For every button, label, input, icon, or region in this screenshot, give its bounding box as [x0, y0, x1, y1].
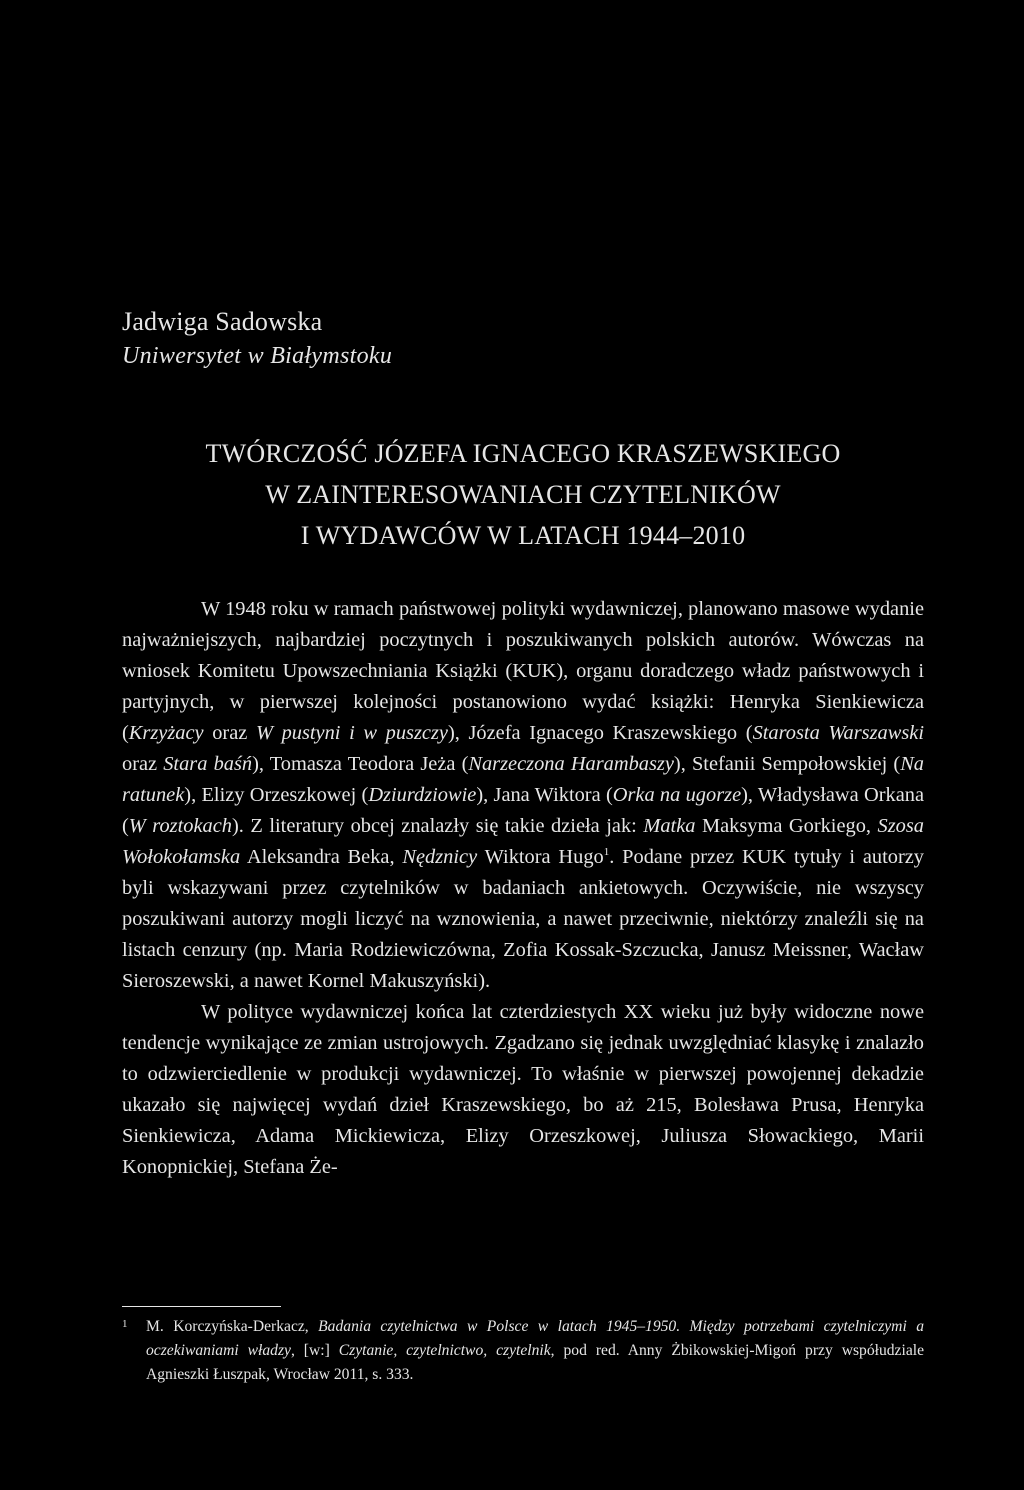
work-title: Starosta Warszawski	[752, 722, 924, 744]
text-run: Aleksandra Beka,	[240, 846, 403, 868]
text-run: , pod red. Anny Żbikowskiej-Migoń przy współudziale Agnieszki Łuszpak, Wrocław 2011, s. 333.	[146, 1342, 924, 1383]
cited-title: Badania czytelnictwa w Polsce w latach 1945–1950. Między potrzebami czytelniczymi a oczekiwaniami władzy	[146, 1318, 925, 1359]
cited-title: Czytanie, czytelnictwo, czytelnik	[338, 1342, 551, 1359]
text-run: M. Korczyńska-Derkacz,	[146, 1318, 319, 1335]
title-line-2: W ZAINTERESOWANIACH CZYTELNIKÓW	[265, 480, 781, 509]
work-title: Krzyżacy	[128, 722, 204, 744]
paper-page	[122, 0, 924, 1490]
work-title: Narzeczona Harambaszy	[468, 753, 674, 775]
work-title: Nędznicy	[402, 846, 478, 868]
work-title: Na ratunek	[122, 753, 924, 806]
work-title: W pustyni i w puszczy	[255, 722, 448, 744]
author-name: Jadwiga Sadowska	[122, 307, 323, 336]
work-title: Stara baśń	[163, 753, 253, 775]
footnote-separator	[122, 1306, 281, 1307]
footnote-number: 1	[122, 1318, 128, 1330]
text-run: oraz	[203, 722, 256, 744]
paragraph-2: W polityce wydawniczej końca lat czterdziestych XX wieku już były widoczne nowe tendencje wynikające ze zmian ustrojowych. Zgadzano się jednak uwzględniać klasykę i znalazło to odzwierciedlenie w produkcji wydawniczej. To właśnie w pierwszej powojennej dekadzie ukazało się najwięcej wydań dzieł Kraszewskiego, bo aż 215, Bolesława Prusa, Henryka Sienkiewicza, Adama Mickiewicza, Elizy Orzeszkowej, Juliusza Słowackiego, Marii Konopnickiej, Stefana Że-	[122, 1001, 924, 1178]
text-run: ), Tomasza Teodora Jeża (	[252, 753, 469, 775]
text-run: Wiktora Hugo	[477, 846, 604, 868]
article-body	[122, 594, 924, 1183]
author-affiliation: Uniwersytet w Białymstoku	[122, 343, 393, 369]
work-title: Dziurdziowie	[368, 784, 477, 806]
footnote-reference[interactable]: 1	[603, 846, 610, 859]
paragraph-1	[122, 594, 924, 997]
text-run: ), Władysława Orkana (	[122, 784, 925, 837]
text-run: ). Z literatury obcej znalazły się takie dzieła jak:	[231, 815, 644, 837]
text-run: ), Elizy Orzeszkowej (	[184, 784, 369, 806]
text-run: W 1948 roku w ramach państwowej polityki wydawniczej, planowano masowe wydanie najważniejszych, najbardziej poczytnych i poszukiwanych polskich autorów. Wówczas na wniosek Komitetu Upowszechniania Książki (KUK), organu doradczego władz państwowych i partyjnych, w pierwszej kolejności postanowiono wydać książki: Henryka Sienkiewicza (	[122, 598, 924, 744]
footnote-text	[122, 1315, 924, 1387]
text-run: . Podane przez KUK tytuły i autorzy byli wskazywani przez czytelników w badaniach ankietowych. Oczywiście, nie wszyscy poszukiwani autorzy mogli liczyć na wznowienia, a nawet przeciwnie, niektórzy znaleźli się na listach cenzury (np. Maria Rodziewiczówna, Zofia Kossak-Szczucka, Janusz Meissner, Wacław Sieroszewski, a nawet Kornel Makuszyński).	[122, 846, 925, 992]
text-run: oraz	[122, 753, 164, 775]
article-title	[122, 433, 924, 556]
work-title: Szosa Wołokołamska	[122, 815, 924, 868]
work-title: W roztokach	[128, 815, 232, 837]
title-line-1: TWÓRCZOŚĆ JÓZEFA IGNACEGO KRASZEWSKIEGO	[205, 439, 841, 468]
footnote-1	[122, 1315, 924, 1387]
work-title: Matka	[643, 815, 696, 837]
text-run: ), Jana Wiktora (	[476, 784, 613, 806]
text-run: , [w:]	[290, 1342, 339, 1359]
text-run: ), Józefa Ignacego Kraszewskiego (	[447, 722, 753, 744]
work-title: Orka na ugorze	[612, 784, 742, 806]
text-run: Maksyma Gorkiego,	[695, 815, 878, 837]
title-line-3: I WYDAWCÓW W LATACH 1944–2010	[300, 521, 746, 550]
text-run: ), Stefanii Sempołowskiej (	[673, 753, 901, 775]
